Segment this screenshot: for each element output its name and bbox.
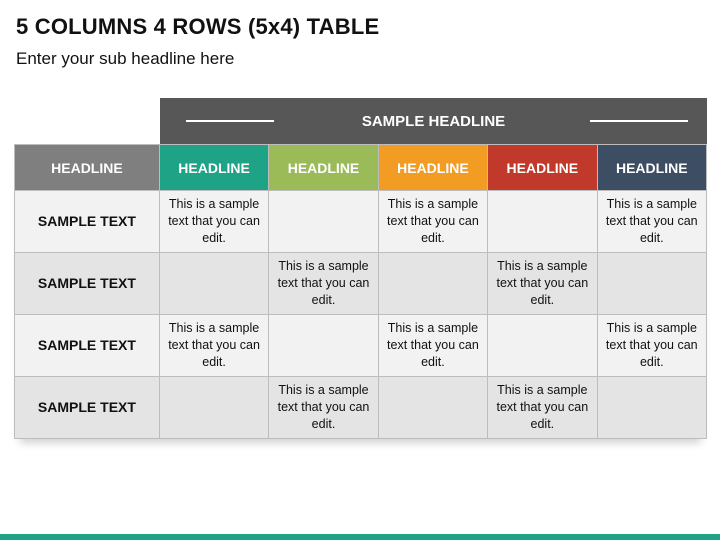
table-cell: This is a sample text that you can edit. bbox=[159, 315, 268, 377]
table-cell bbox=[159, 253, 268, 315]
table-row bbox=[15, 315, 707, 377]
table-cell bbox=[488, 315, 597, 377]
header-cell-1: HEADLINE bbox=[159, 145, 268, 191]
table-cell bbox=[597, 377, 706, 439]
page-subtitle: Enter your sub headline here bbox=[16, 49, 235, 68]
table-cell bbox=[378, 253, 487, 315]
header-cell-5: HEADLINE bbox=[597, 145, 706, 191]
table-cell: This is a sample text that you can edit. bbox=[269, 377, 378, 439]
header-row bbox=[15, 145, 707, 191]
table-cell: This is a sample text that you can edit. bbox=[269, 253, 378, 315]
table-banner bbox=[160, 98, 707, 144]
table-row bbox=[15, 253, 707, 315]
table-cell: This is a sample text that you can edit. bbox=[488, 253, 597, 315]
row-label: SAMPLE TEXT bbox=[15, 253, 160, 315]
table-cell: This is a sample text that you can edit. bbox=[597, 315, 706, 377]
table-cell: This is a sample text that you can edit. bbox=[488, 377, 597, 439]
header-cell-4: HEADLINE bbox=[488, 145, 597, 191]
table-cell bbox=[159, 377, 268, 439]
table-cell: This is a sample text that you can edit. bbox=[597, 191, 706, 253]
table-cell bbox=[269, 191, 378, 253]
row-label: SAMPLE TEXT bbox=[15, 191, 160, 253]
table-cell: This is a sample text that you can edit. bbox=[378, 191, 487, 253]
table-cell bbox=[597, 253, 706, 315]
row-label: SAMPLE TEXT bbox=[15, 315, 160, 377]
header-cell-3: HEADLINE bbox=[378, 145, 487, 191]
table-cell: This is a sample text that you can edit. bbox=[378, 315, 487, 377]
banner-line-right bbox=[590, 120, 688, 122]
table-cell: This is a sample text that you can edit. bbox=[159, 191, 268, 253]
table-cell bbox=[488, 191, 597, 253]
header-cell-2: HEADLINE bbox=[269, 145, 378, 191]
accent-bar bbox=[0, 534, 720, 540]
table-row bbox=[15, 377, 707, 439]
data-table bbox=[14, 144, 707, 439]
header-cell-0: HEADLINE bbox=[15, 145, 160, 191]
banner-label: SAMPLE HEADLINE bbox=[361, 112, 506, 130]
table-row bbox=[15, 191, 707, 253]
table-cell bbox=[378, 377, 487, 439]
table-cell bbox=[269, 315, 378, 377]
banner-line-left bbox=[186, 120, 274, 122]
row-label: SAMPLE TEXT bbox=[15, 377, 160, 439]
page-title: 5 COLUMNS 4 ROWS (5x4) TABLE bbox=[16, 14, 380, 39]
